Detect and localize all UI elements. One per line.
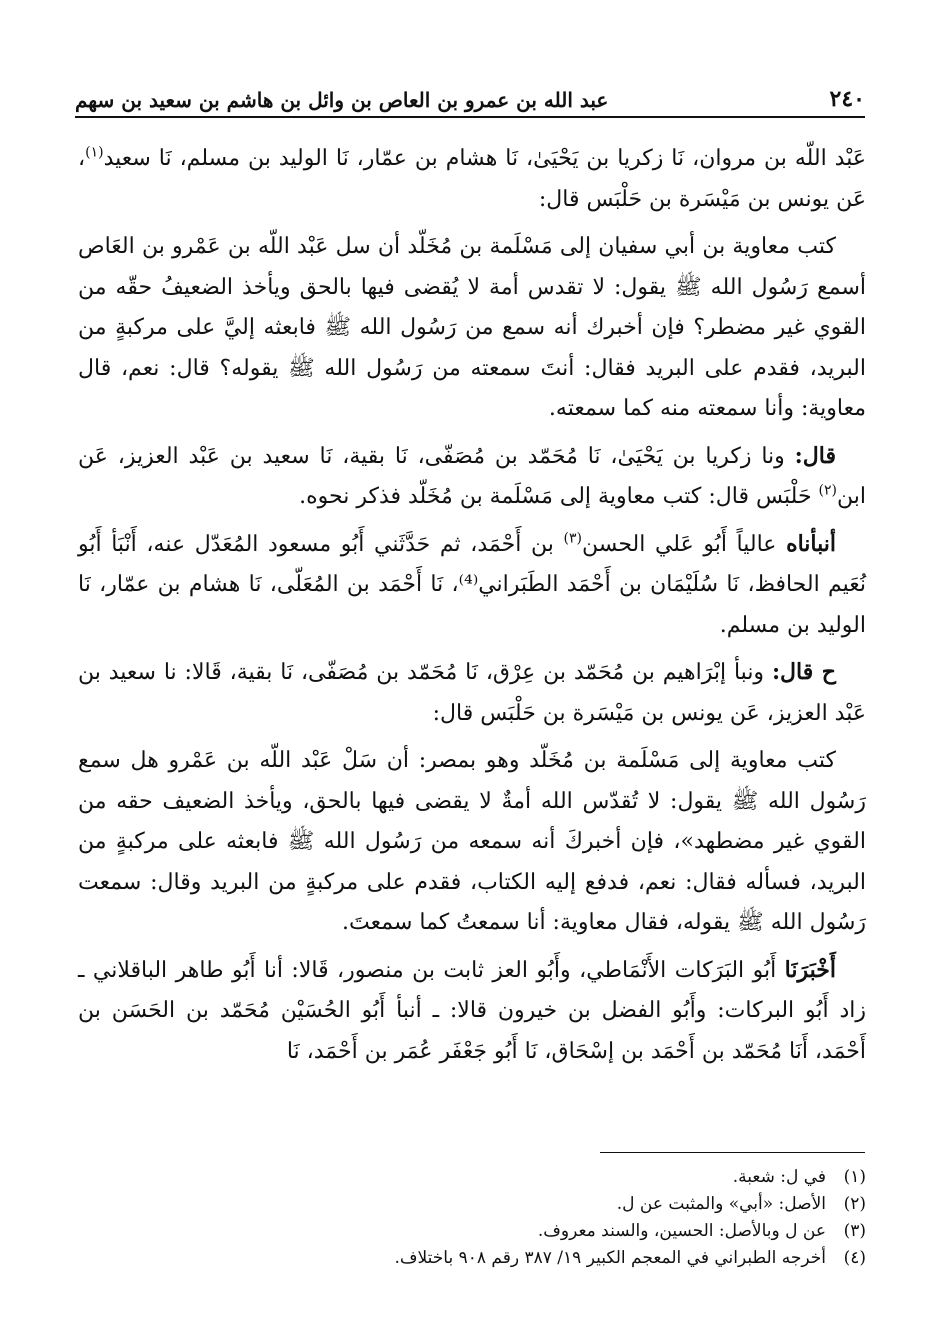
footnotes xyxy=(78,1164,866,1272)
paragraph-text: عالياً أَبُو عَلي الحسن xyxy=(581,531,787,557)
paragraph-6 xyxy=(78,740,866,944)
paragraph-text-cont: ، عَن يونس بن مَيْسَرة بن حَلْبَس قال: xyxy=(78,146,866,212)
page-number: ٢٤٠ xyxy=(829,86,865,112)
footnote-ref-3: (٣) xyxy=(563,530,582,547)
footnote-number: (١) xyxy=(843,1167,866,1187)
paragraph-7 xyxy=(78,950,866,1073)
footnote-text: عن ل وبالأصل: الحسين، والسند معروف. xyxy=(537,1221,826,1241)
footnote-text: في ل: شعبة. xyxy=(732,1167,826,1187)
paragraph-text: أَبُو البَرَكات الأَنْمَاطي، وأَبُو العز ثابت بن منصور، قَالا: أنا أَبُو طاهر الباقلاني ـ زاد أَبُو البركات: وأَبُو الفضل بن خيرون قالا: ـ أنبأ أَبُو الحُسَيْن مُحَمّد بن الحَسَن بن أَحْمَد، أَنَا مُحَمّد بن أَحْمَد بن إسْحَاق، نَا أَبُو جَعْفَر عُمَر بن أَحْمَد، نَا xyxy=(78,957,866,1064)
footnote-1 xyxy=(78,1164,866,1191)
paragraph-text-cont: بن أَحْمَد، ثم حَدَّثَني أَبُو مسعود المُعَدّل عنه، أَنْبَأ أَبُو نُعَيم الحافظ، نَا سُلَيْمَان بن أَحْمَد الطَبَراني⁽⁴⁾، نَا أَحْمَد بن المُعَلّى، نَا هشام بن عمّار، نَا الوليد بن مسلم. xyxy=(78,531,866,638)
footnote-ref-1: (١) xyxy=(85,144,104,161)
footnote-3 xyxy=(78,1218,866,1245)
paragraph-text: كتب معاوية بن أبي سفيان إلى مَسْلَمة بن مُخَلّد أن سل عَبْد اللّه بن عَمْرو بن العَاص أسمع رَسُول الله ﷺ يقول: لا تقدس أمة لا يُقضى فيها بالحق ويأخذ الضعيفُ حقّه من القوي غير مضطر؟ فإن أخبرك أنه سمع من رَسُول الله ﷺ فابعثه إليَّ على مركبةٍ من البريد، فقدم على البريد فقال: أنتَ سمعته من رَسُول الله ﷺ يقوله؟ قال: نعم، قال معاوية: وأنا سمعته منه كما سمعته. xyxy=(78,234,866,421)
footnote-number: (٤) xyxy=(843,1248,866,1268)
footnote-number: (٢) xyxy=(843,1194,866,1214)
paragraph-2 xyxy=(78,226,866,430)
paragraph-4 xyxy=(78,524,866,647)
paragraph-text: كتب معاوية إلى مَسْلَمة بن مُخَلّد وهو بمصر: أن سَلْ عَبْد اللّه بن عَمْرو هل سمع رَسُول الله ﷺ يقول: لا تُقدّس الله أمةٌ لا يقضى فيها بالحق، ويأخذ الضعيف حقه من القوي غير مضطهد»، فإن أخبركَ أنه سمعه من رَسُول الله ﷺ فابعثه على مركبةٍ من البريد، فسأله فقال: نعم، فدفع إليه الكتاب، فقدم على مركبةٍ من البريد وقال: سمعت رَسُول الله ﷺ يقوله، فقال معاوية: أنا سمعتُ كما سمعتَ. xyxy=(78,748,866,935)
main-text xyxy=(78,138,866,1078)
footnote-text: أخرجه الطبراني في المعجم الكبير ١٩/ ٣٨٧ رقم ٩٠٨ باختلاف. xyxy=(394,1248,826,1268)
footnote-text: الأصل: «أبي» والمثبت عن ل. xyxy=(616,1194,826,1214)
paragraph-lead: ح قال: xyxy=(771,659,837,685)
footnote-2 xyxy=(78,1191,866,1218)
paragraph-3 xyxy=(78,436,866,518)
page-header xyxy=(75,82,865,118)
paragraph-text: ونا زكريا بن يَحْيَىٰ، نَا مُحَمّد بن مُصَفّى، نَا بقية، نَا سعيد بن عَبْد العزيز، عَن ابن xyxy=(78,443,866,509)
paragraph-text: عَبْد اللّه بن مروان، نَا زكريا بن يَحْيَىٰ، نَا هشام بن عمّار، نَا الوليد بن مسلم، نَا سعيد xyxy=(103,146,866,171)
paragraph-lead: أنبأناه xyxy=(786,530,836,557)
paragraph-text: ونبأ إبْرَاهيم بن مُحَمّد بن عِرْق، نَا مُحَمّد بن مُصَفّى، نَا بقية، قَالا: نا سعيد بن عَبْد العزيز، عَن يونس بن مَيْسَرة بن حَلْبَس قال: xyxy=(78,660,866,726)
paragraph-1 xyxy=(78,138,866,220)
footnote-ref-2: (٢) xyxy=(818,482,838,499)
paragraph-lead: أَخْبَرَنَا xyxy=(784,956,836,983)
footnote-number: (٣) xyxy=(843,1221,866,1241)
footnote-divider xyxy=(600,1152,865,1153)
paragraph-5 xyxy=(78,652,866,734)
paragraph-lead: قال: xyxy=(794,442,836,469)
paragraph-text-cont: حَلْبَس قال: كتب معاوية إلى مَسْلَمة بن مُخَلّد فذكر نحوه. xyxy=(299,484,819,509)
footnote-4 xyxy=(78,1245,866,1272)
running-title: عبد الله بن عمرو بن العاص بن وائل بن هاشم بن سعيد بن سهم xyxy=(75,88,609,112)
